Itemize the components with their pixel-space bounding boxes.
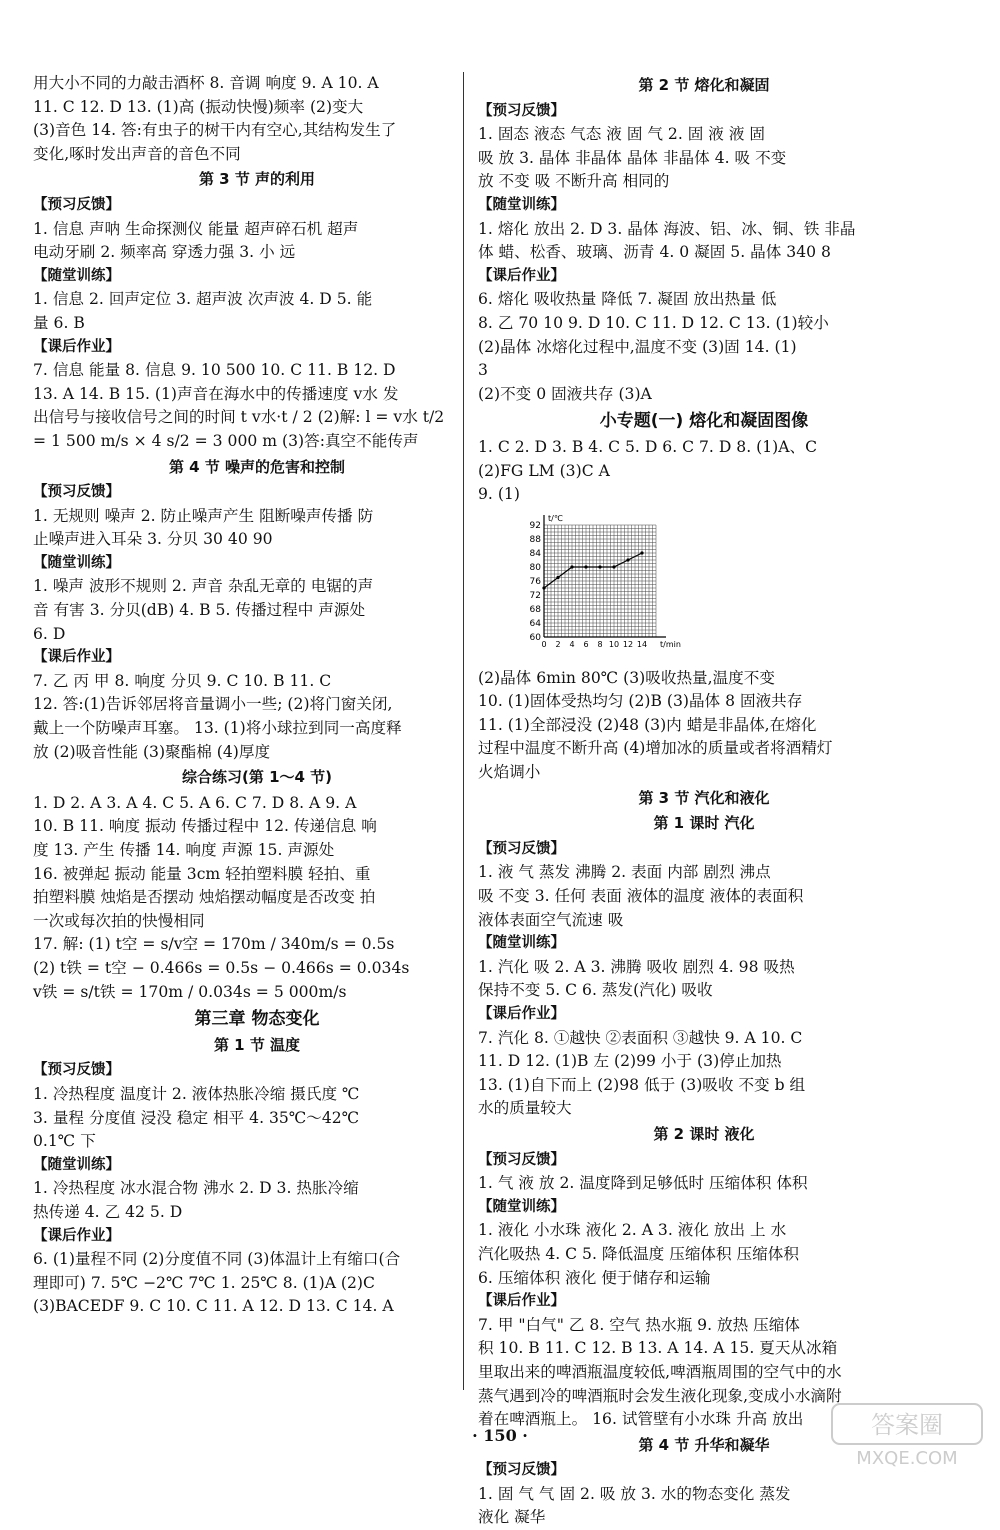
left-subsection-label: 【随堂训练】 — [33, 267, 120, 284]
chart-y-tick-label: 84 — [529, 548, 541, 559]
right-subsection-label: 【随堂训练】 — [478, 1198, 565, 1215]
left-answer-line: 出信号与接收信号之间的时间 t v水·t / 2 (2)解: l = v水 t/2 — [33, 408, 445, 427]
left-answer-line: 放 (2)吸音性能 (3)聚酯棉 (4)厚度 — [33, 742, 271, 761]
left-subsection-label: 【预习反馈】 — [33, 484, 120, 501]
right-answer-line: (2)晶体 6min 80℃ (3)吸收热量,温度不变 — [478, 668, 775, 687]
right-subsection-label: 【随堂训练】 — [478, 196, 565, 213]
right-section-heading: 第 1 课时 汽化 — [653, 814, 755, 833]
left-answer-line: 拍塑料膜 烛焰是否摆动 烛焰摆动幅度是否改变 拍 — [33, 888, 376, 907]
chart-data-point — [570, 565, 573, 568]
right-section-heading: 第 3 节 汽化和液化 — [638, 788, 770, 807]
left-subsection-label: 【课后作业】 — [33, 649, 120, 666]
left-answer-line: 1. 冷热程度 温度计 2. 液体热胀冷缩 摄氏度 ℃ — [33, 1084, 360, 1103]
right-chapter-heading: 小专题(一) 熔化和凝固图像 — [599, 411, 809, 432]
right-section-heading: 第 2 课时 液化 — [653, 1124, 755, 1143]
left-answer-line: 电动牙刷 2. 频率高 穿透力强 3. 小 远 — [33, 243, 296, 262]
right-column-top — [478, 74, 930, 507]
right-section-heading: 第 2 节 熔化和凝固 — [638, 76, 770, 94]
right-answer-line: 吸 不变 3. 任何 表面 液体的温度 液体的表面积 — [478, 887, 804, 906]
left-subsection-label: 【课后作业】 — [33, 1227, 120, 1244]
right-subsection-label: 【预习反馈】 — [478, 840, 565, 857]
left-answer-line: 1. 信息 声呐 生命探测仪 能量 超声碎石机 超声 — [33, 219, 359, 238]
left-answer-line: 用大小不同的力敲击酒杯 8. 音调 响度 9. A 10. A — [33, 74, 379, 92]
right-answer-line: 1. C 2. D 3. B 4. C 5. D 6. C 7. D 8. (1)A、C — [478, 437, 818, 456]
right-answer-line: 6. 压缩体积 液化 便于储存和运输 — [478, 1268, 711, 1287]
right-answer-line: 7. 汽化 8. ①越快 ②表面积 ③越快 9. A 10. C — [478, 1028, 803, 1047]
left-answer-line: = 1 500 m/s × 4 s/2 = 3 000 m (3)答:真空不能传声 — [33, 431, 419, 450]
chart-data-point — [584, 565, 587, 568]
right-answer-line: 13. (1)自下而上 (2)98 低于 (3)吸收 不变 b 组 — [478, 1075, 806, 1094]
left-section-heading: 综合练习(第 1～4 节) — [181, 768, 333, 787]
right-subsection-label: 【预习反馈】 — [478, 102, 565, 119]
right-answer-line: 过程中温度不断升高 (4)增加冰的质量或者将酒精灯 — [478, 739, 833, 758]
chart-y-tick-label: 64 — [529, 618, 541, 629]
chart-x-tick-label: 0 — [541, 639, 547, 649]
left-answer-line: 0.1℃ 下 — [33, 1132, 96, 1151]
left-section-heading: 第 1 节 温度 — [213, 1035, 301, 1054]
left-answer-line: v铁 = s/t铁 = 170m / 0.034s = 5 000m/s — [33, 982, 347, 1001]
left-subsection-label: 【预习反馈】 — [33, 196, 120, 213]
watermark-logo — [828, 1400, 988, 1472]
left-answer-line: (3)BACEDF 9. C 10. C 11. A 12. D 13. C 14. A — [33, 1297, 394, 1316]
right-answer-line: 积 10. B 11. C 12. B 13. A 14. A 15. 夏天从冰箱 — [478, 1339, 838, 1358]
left-answer-line: 17. 解: (1) t空 = s/v空 = 170m / 340m/s = 0.5s — [33, 935, 395, 954]
right-answer-line: 8. 乙 70 10 9. D 10. C 11. D 12. C 13. (1)较小 — [478, 313, 829, 332]
right-answer-line: 1. 熔化 放出 2. D 3. 晶体 海波、铝、冰、铜、铁 非晶 — [478, 219, 856, 238]
right-subsection-label: 【课后作业】 — [478, 1293, 565, 1310]
chart-y-tick-label: 80 — [529, 562, 541, 573]
chart-y-tick-label: 88 — [529, 534, 541, 545]
chart-x-tick-label: 4 — [569, 639, 575, 649]
left-chapter-heading: 第三章 物态变化 — [194, 1009, 320, 1030]
svg-text:答案圈: 答案圈 — [871, 1411, 943, 1439]
left-answer-line: 12. 答:(1)告诉邻居将音量调小一些; (2)将门窗关闭, — [33, 695, 393, 714]
right-answer-line: 11. D 12. (1)B 左 (2)99 小于 (3)停止加热 — [478, 1052, 782, 1071]
left-answer-line: 10. B 11. 响度 振动 传播过程中 12. 传递信息 响 — [33, 817, 377, 836]
left-answer-line: (3)音色 14. 答:有虫子的树干内有空心,其结构发生了 — [33, 121, 397, 140]
left-answer-line: 6. (1)量程不同 (2)分度值不同 (3)体温计上有缩口(合 — [33, 1250, 401, 1269]
right-column — [478, 72, 930, 1530]
right-answer-line: 体 蜡、松香、玻璃、沥青 4. 0 凝固 5. 晶体 340 8 — [478, 243, 831, 262]
right-answer-line: (2)FG LM (3)C A — [478, 461, 610, 480]
right-answer-line: 9. (1) — [478, 485, 520, 504]
right-answer-line: 11. (1)全部浸没 (2)48 (3)内 蜡是非晶体,在熔化 — [478, 715, 817, 734]
chart-x-tick-label: 10 — [608, 639, 620, 649]
right-answer-line: 1. 液 气 蒸发 沸腾 2. 表面 内部 剧烈 沸点 — [478, 863, 771, 882]
chart-svg — [514, 509, 681, 663]
chart-data-point — [556, 576, 559, 579]
left-subsection-label: 【课后作业】 — [33, 338, 120, 355]
right-answer-line: 火焰调小 — [478, 763, 541, 782]
left-answer-line: 1. D 2. A 3. A 4. C 5. A 6. C 7. D 8. A 9. A — [33, 793, 357, 812]
chart-x-tick-label: 6 — [583, 639, 589, 649]
chart-y-tick-label: 92 — [529, 520, 541, 531]
chart-data-point — [626, 558, 629, 561]
right-answer-line: 7. 甲 "白气" 乙 8. 空气 热水瓶 9. 放热 压缩体 — [478, 1315, 800, 1334]
right-answer-line: 着在啤酒瓶上。 16. 试管壁有小水珠 升高 放出 — [478, 1410, 804, 1429]
chart-y-axis-label: t/℃ — [548, 513, 563, 523]
right-subsection-label: 【课后作业】 — [478, 267, 565, 284]
right-section-heading: 第 4 节 升华和凝华 — [638, 1435, 770, 1454]
right-answer-line: 吸 放 3. 晶体 非晶体 晶体 非晶体 4. 吸 不变 — [478, 148, 787, 167]
left-answer-line: 7. 信息 能量 8. 信息 9. 10 500 10. C 11. B 12. D — [33, 361, 396, 380]
chart-x-tick-label: 14 — [636, 639, 648, 649]
right-answer-line: 1. 固 气 气 固 2. 吸 放 3. 水的物态变化 蒸发 — [478, 1484, 791, 1503]
left-answer-line: 13. A 14. B 15. (1)声音在海水中的传播速度 v水 发 — [33, 384, 399, 403]
chart-y-tick-label: 68 — [529, 604, 541, 615]
left-section-heading: 第 4 节 噪声的危害和控制 — [168, 457, 346, 476]
left-column — [33, 72, 481, 1319]
left-subsection-label: 【随堂训练】 — [33, 1156, 120, 1173]
chart-y-tick-label: 60 — [529, 632, 541, 643]
right-subsection-label: 【预习反馈】 — [478, 1462, 565, 1479]
right-answer-line: 液化 凝华 — [478, 1508, 546, 1527]
left-answer-line: 3. 量程 分度值 浸没 稳定 相平 4. 35℃～42℃ — [33, 1108, 360, 1127]
right-answer-line: (2)晶体 冰熔化过程中,温度不变 (3)固 14. (1) — [478, 337, 797, 356]
right-answer-line: 保持不变 5. C 6. 蒸发(汽化) 吸收 — [478, 981, 713, 1000]
left-answer-line: 音 有害 3. 分贝(dB) 4. B 5. 传播过程中 声源处 — [33, 601, 366, 620]
left-answer-line: 7. 乙 丙 甲 8. 响度 分贝 9. C 10. B 11. C — [33, 671, 332, 690]
chart-x-tick-label: 2 — [555, 639, 561, 649]
chart-data-point — [542, 586, 545, 589]
right-answer-line: 1. 液化 小水珠 液化 2. A 3. 液化 放出 上 水 — [478, 1221, 787, 1240]
chart-x-tick-label: 12 — [622, 639, 634, 649]
chart-data-point — [640, 551, 643, 554]
right-answer-line: 1. 汽化 吸 2. A 3. 沸腾 吸收 剧烈 4. 98 吸热 — [478, 957, 795, 976]
left-answer-line: (2) t铁 = t空 − 0.466s = 0.5s − 0.466s = 0.034s — [33, 958, 410, 977]
right-answer-line: 蒸气遇到冷的啤酒瓶时会发生液化现象,变成小水滴附 — [478, 1386, 842, 1405]
left-answer-line: 止噪声进入耳朵 3. 分贝 30 40 90 — [33, 530, 273, 549]
page-number: · 150 · — [472, 1426, 528, 1445]
right-answer-line: 1. 固态 液态 气态 液 固 气 2. 固 液 液 固 — [478, 125, 765, 144]
left-answer-line: 理即可) 7. 5℃ −2℃ 7℃ 1. 25℃ 8. (1)A (2)C — [33, 1273, 375, 1292]
temperature-time-chart — [514, 509, 930, 663]
left-answer-line: 1. 信息 2. 回声定位 3. 超声波 次声波 4. D 5. 能 — [33, 290, 373, 309]
right-answer-line: 液体表面空气流速 吸 — [478, 910, 624, 929]
chart-x-axis-label: t/min — [660, 639, 681, 649]
right-answer-line: (2)不变 0 固液共存 (3)A — [478, 384, 652, 403]
right-subsection-label: 【预习反馈】 — [478, 1151, 565, 1168]
left-answer-line: 11. C 12. D 13. (1)高 (振动快慢)频率 (2)变大 — [33, 97, 364, 116]
left-answer-line: 变化,啄时发出声音的音色不同 — [33, 144, 241, 163]
chart-data-point — [612, 565, 615, 568]
chart-y-tick-label: 72 — [529, 590, 541, 601]
left-answer-line: 一次或每次拍的快慢相同 — [33, 911, 205, 930]
left-answer-line: 1. 冷热程度 冰水混合物 沸水 2. D 3. 热胀冷缩 — [33, 1179, 359, 1198]
right-subsection-label: 【课后作业】 — [478, 1006, 565, 1022]
left-answer-line: 6. D — [33, 624, 66, 643]
right-answer-line: 水的质量较大 — [478, 1099, 572, 1118]
left-subsection-label: 【随堂训练】 — [33, 554, 120, 571]
left-section-heading: 第 3 节 声的利用 — [198, 170, 316, 189]
right-answer-line: 汽化吸热 4. C 5. 降低温度 压缩体积 压缩体积 — [478, 1244, 799, 1263]
left-subsection-label: 【预习反馈】 — [33, 1062, 120, 1079]
right-answer-line: 10. (1)固体受热均匀 (2)B (3)晶体 8 固液共存 — [478, 692, 803, 711]
chart-data-point — [598, 565, 601, 568]
left-answer-line: 1. 噪声 波形不规则 2. 声音 杂乱无章的 电锯的声 — [33, 577, 374, 596]
column-divider — [463, 72, 464, 1390]
right-answer-line: 3 — [478, 361, 488, 380]
right-subsection-label: 【随堂训练】 — [478, 935, 565, 952]
chart-y-tick-label: 76 — [529, 576, 541, 587]
left-answer-line: 16. 被弹起 振动 能量 3cm 轻拍塑料膜 轻拍、重 — [33, 864, 371, 883]
left-answer-line: 量 6. B — [33, 313, 85, 332]
chart-x-tick-label: 8 — [597, 639, 603, 649]
right-answer-line: 6. 熔化 吸收热量 降低 7. 凝固 放出热量 低 — [478, 290, 777, 309]
right-answer-line: 里取出来的啤酒瓶温度较低,啤酒瓶周围的空气中的水 — [478, 1362, 842, 1381]
left-answer-line: 热传递 4. 乙 42 5. D — [33, 1202, 183, 1221]
left-answer-line: 1. 无规则 噪声 2. 防止噪声产生 阻断噪声传播 防 — [33, 506, 374, 525]
svg-text:MXQE.COM: MXQE.COM — [856, 1448, 958, 1469]
left-answer-line: 度 13. 产生 传播 14. 响度 声源 15. 声源处 — [33, 841, 335, 859]
right-answer-line: 放 不变 吸 不断升高 相同的 — [478, 172, 670, 191]
right-answer-line: 1. 气 液 放 2. 温度降到足够低时 压缩体积 体积 — [478, 1174, 808, 1193]
left-answer-line: 戴上一个防噪声耳塞。 13. (1)将小球拉到同一高度释 — [33, 719, 402, 738]
